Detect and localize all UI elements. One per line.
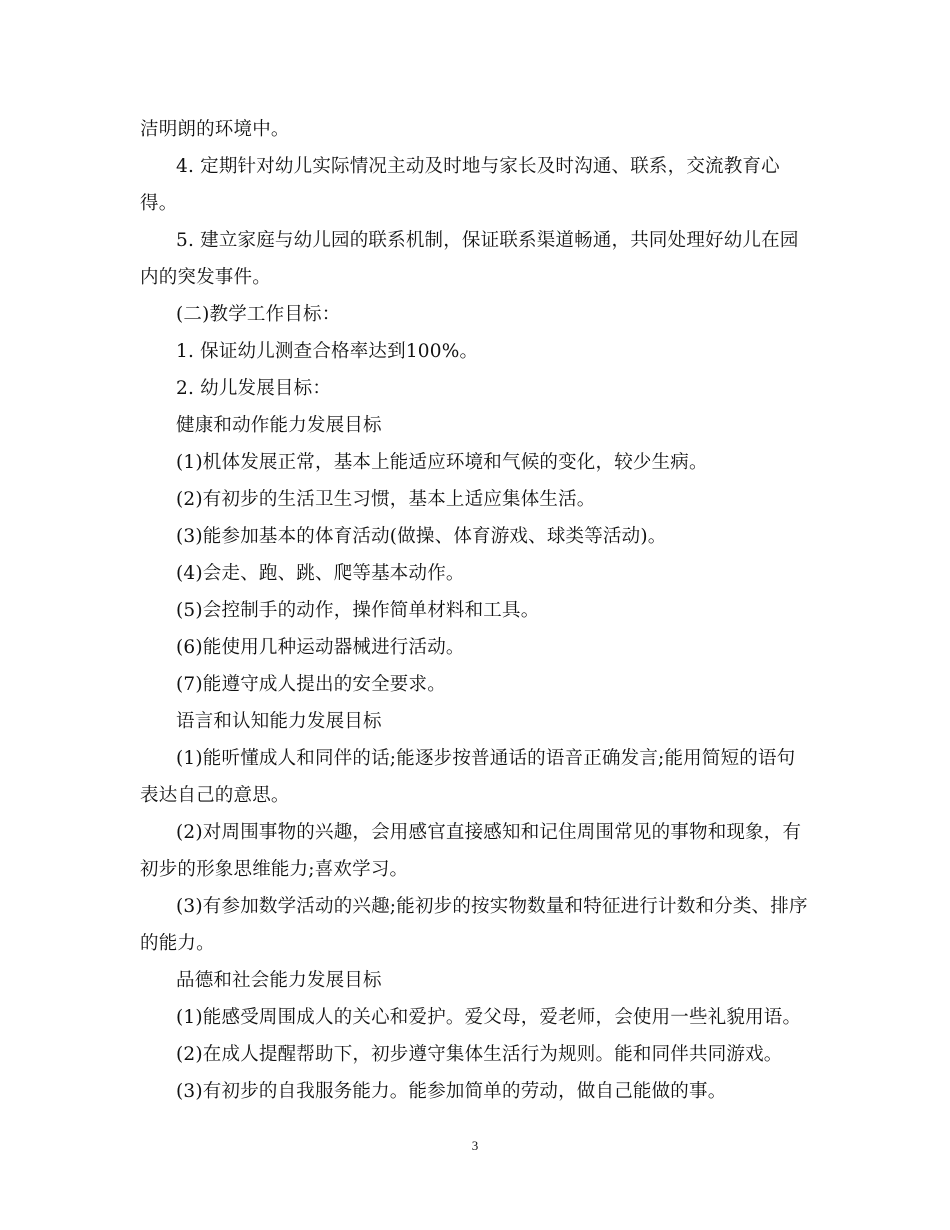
body-text-line: 4. 定期针对幼儿实际情况主动及时地与家长及时沟通、联系，交流教育心 <box>176 156 780 177</box>
body-text-line: (7)能遵守成人提出的安全要求。 <box>176 674 446 695</box>
body-text-line: 内的突发事件。 <box>140 267 271 288</box>
body-text-line: 洁明朗的环境中。 <box>140 119 290 140</box>
body-text-line: 的能力。 <box>140 933 215 954</box>
body-text-line: (5)会控制手的动作，操作简单材料和工具。 <box>176 600 540 621</box>
body-text-line: 初步的形象思维能力;喜欢学习。 <box>140 859 409 880</box>
subsection-heading: 健康和动作能力发展目标 <box>176 415 382 436</box>
body-text-line: 得。 <box>140 193 178 214</box>
body-text-line: (2)对周围事物的兴趣，会用感官直接感知和记住周围常见的事物和现象，有 <box>176 822 802 843</box>
page-number: 3 <box>471 1138 479 1153</box>
body-text-line: 2. 幼儿发展目标： <box>176 378 332 399</box>
section-heading: (二)教学工作目标： <box>176 304 341 325</box>
body-text-line: 表达自己的意思。 <box>140 785 290 806</box>
body-text-line: (1)机体发展正常，基本上能适应环境和气候的变化，较少生病。 <box>176 452 708 473</box>
body-text-line: 1. 保证幼儿测查合格率达到100%。 <box>176 341 479 362</box>
body-text-line: (3)有参加数学活动的兴趣;能初步的按实物数量和特征进行计数和分类、排序 <box>176 896 808 917</box>
body-text-line: (3)能参加基本的体育活动(做操、体育游戏、球类等活动)。 <box>176 526 667 547</box>
body-text-line: 5. 建立家庭与幼儿园的联系机制，保证联系渠道畅通，共同处理好幼儿在园 <box>176 230 799 251</box>
body-text-line: (6)能使用几种运动器械进行活动。 <box>176 637 465 658</box>
body-text-line: (2)在成人提醒帮助下，初步遵守集体生活行为规则。能和同伴共同游戏。 <box>176 1044 783 1065</box>
subsection-heading: 语言和认知能力发展目标 <box>176 711 382 732</box>
body-text-line: (1)能感受周围成人的关心和爱护。爱父母，爱老师，会使用一些礼貌用语。 <box>176 1007 802 1028</box>
body-text-line: (1)能听懂成人和同伴的话;能逐步按普通话的语音正确发言;能用简短的语句 <box>176 748 796 769</box>
body-text-line: (2)有初步的生活卫生习惯，基本上适应集体生活。 <box>176 489 596 510</box>
subsection-heading: 品德和社会能力发展目标 <box>176 970 382 991</box>
body-text-line: (3)有初步的自我服务能力。能参加简单的劳动，做自己能做的事。 <box>176 1081 727 1102</box>
body-text-line: (4)会走、跑、跳、爬等基本动作。 <box>176 563 465 584</box>
